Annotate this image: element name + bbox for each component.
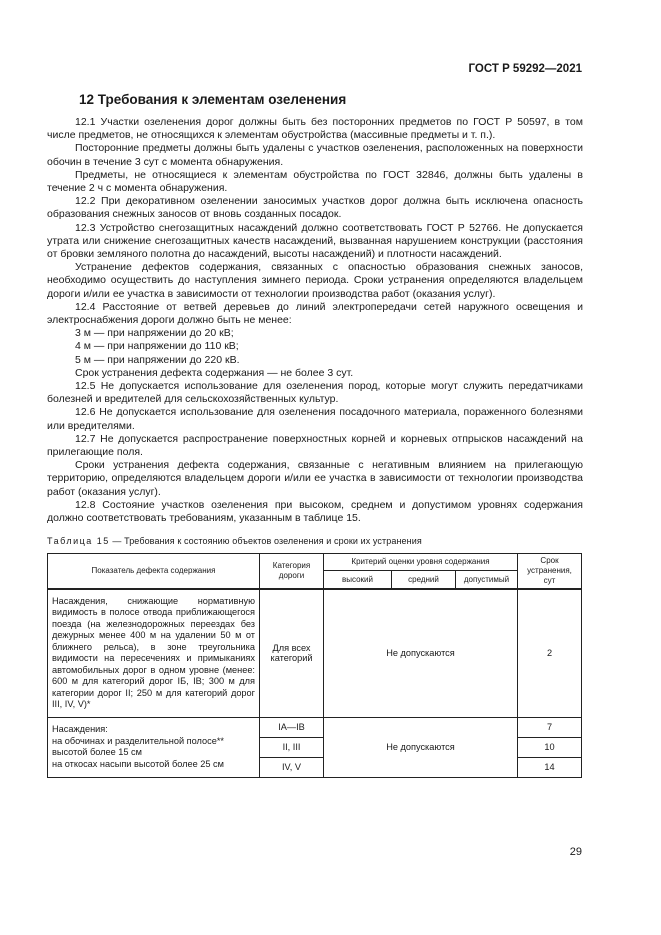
section-body: [47, 116, 583, 525]
list-item: 4 м — при напряжении до 110 кВ;: [75, 340, 239, 353]
header-indicator: Показатель дефекта содержания: [48, 554, 260, 590]
paragraph: Сроки устранения дефекта содержания, связанные с негативным влиянием на прилегающую территорию, определяются владельцем дороги и/или ее участка в зависимости от технологии производства работ (оказания услуг).: [47, 459, 583, 498]
indicator-line: на обочинах и разделительной полосе** высотой более 15 см: [52, 735, 224, 757]
row-criteria: Не допускаются: [324, 717, 518, 777]
row-criteria: Не допускаются: [324, 589, 518, 717]
paragraph: 12.6 Не допускается использование для озеленения посадочного материала, пораженного болезнями или вредителями.: [47, 406, 583, 432]
header-term: Срок устранения, сут: [518, 554, 582, 590]
page-number: 29: [569, 846, 582, 858]
paragraph: 12.1 Участки озеленения дорог должны быть без посторонних предметов по ГОСТ Р 50597, в том числе предметов, не относящихся к элементам обустройства (массивные предметы и т. п.).: [47, 116, 583, 142]
table-caption-label: Таблица 15: [47, 536, 110, 546]
row-indicator: Насаждения, снижающие нормативную видимость в полосе отвода приближающегося поезда (на железнодорожных переездах без дежурных менее 400 м на удалении 50 м от ближнего рельса), в зоне треугольника видимости на пересечениях и примыканиях автомобильных дорог в одном уровне (менее: 600 м для категорий дорог IБ, IВ; 300 м для категории дорог II; 250 м для категорий дорог III, IV, V)*: [48, 589, 260, 717]
paragraph: Устранение дефектов содержания, связанных с опасностью образования снежных заносов, необходимо осуществить до наступления зимнего периода. Сроки устранения определяются владельцем дороги и/или ее участка в зависимости от технологии производства работ (оказания услуг).: [47, 261, 583, 300]
table-caption-text: — Требования к состоянию объектов озеленения и сроки их устранения: [109, 536, 422, 546]
row-category: IА—IВ: [260, 717, 324, 737]
table-15: [47, 553, 582, 778]
header-level-high: высокий: [324, 571, 392, 589]
table-caption: [47, 536, 422, 546]
row-term: 10: [518, 737, 582, 757]
row-category: IV, V: [260, 757, 324, 777]
row-indicator: [48, 717, 260, 777]
row-category: Для всех категорий: [260, 589, 324, 717]
paragraph: 12.4 Расстояние от ветвей деревьев до линий электропередачи сетей наружного освещения и электроснабжения дороги должно быть не менее:: [47, 300, 583, 327]
indicator-line: на откосах насыпи высотой более 25 см: [52, 758, 224, 769]
header-level-acceptable: допустимый: [456, 571, 518, 589]
row-category: II, III: [260, 737, 324, 757]
header-criteria: Критерий оценки уровня содержания: [324, 554, 518, 571]
list-item: 5 м — при напряжении до 220 кВ.: [75, 353, 240, 366]
row-term: 14: [518, 757, 582, 777]
list-item: 3 м — при напряжении до 20 кВ;: [75, 327, 234, 340]
paragraph: Посторонние предметы должны быть удалены с участков озеленения, расположенных на поверхности обочин в течение 3 сут с момента обнаружения.: [47, 142, 583, 168]
paragraph: 12.5 Не допускается использование для озеленения пород, которые могут служить передатчиками болезней и вредителей для сельскохозяйственных культур.: [47, 380, 583, 406]
paragraph: 12.3 Устройство снегозащитных насаждений должно соответствовать ГОСТ Р 52766. Не допускается утрата или снижение снегозащитных качеств насаждений, вызванная нарушением конструкции (расстояния от бровки земляного полотна до насаждений, высоты насаждений) и плотности насаждений.: [47, 221, 583, 261]
row-term: 7: [518, 717, 582, 737]
table-row: [48, 717, 582, 737]
paragraph: 12.7 Не допускается распространение поверхностных корней и корневых отпрысков насаждений на прилегающие поля.: [47, 432, 583, 459]
paragraph: 12.2 При декоративном озеленении заносимых участков дорог должна быть исключена опасность образования снежных заносов от вновь созданных посадок.: [47, 195, 583, 221]
table-row: [48, 589, 582, 717]
header-level-medium: средний: [392, 571, 456, 589]
section-title: 12 Требования к элементам озеленения: [79, 92, 347, 107]
paragraph: Предметы, не относящиеся к элементам обустройства по ГОСТ 32846, должны быть удалены в течение 2 ч с момента обнаружения.: [47, 168, 583, 195]
indicator-line: Насаждения:: [52, 724, 108, 734]
paragraph: Срок устранения дефекта содержания — не более 3 сут.: [75, 366, 354, 379]
document-standard-header: ГОСТ Р 59292—2021: [468, 63, 582, 75]
paragraph: 12.8 Состояние участков озеленения при высоком, среднем и допустимом уровнях содержания должно соответствовать требованиям, указанным в таблице 15.: [47, 498, 583, 525]
row-term: 2: [518, 589, 582, 717]
header-category: Категория дороги: [260, 554, 324, 590]
